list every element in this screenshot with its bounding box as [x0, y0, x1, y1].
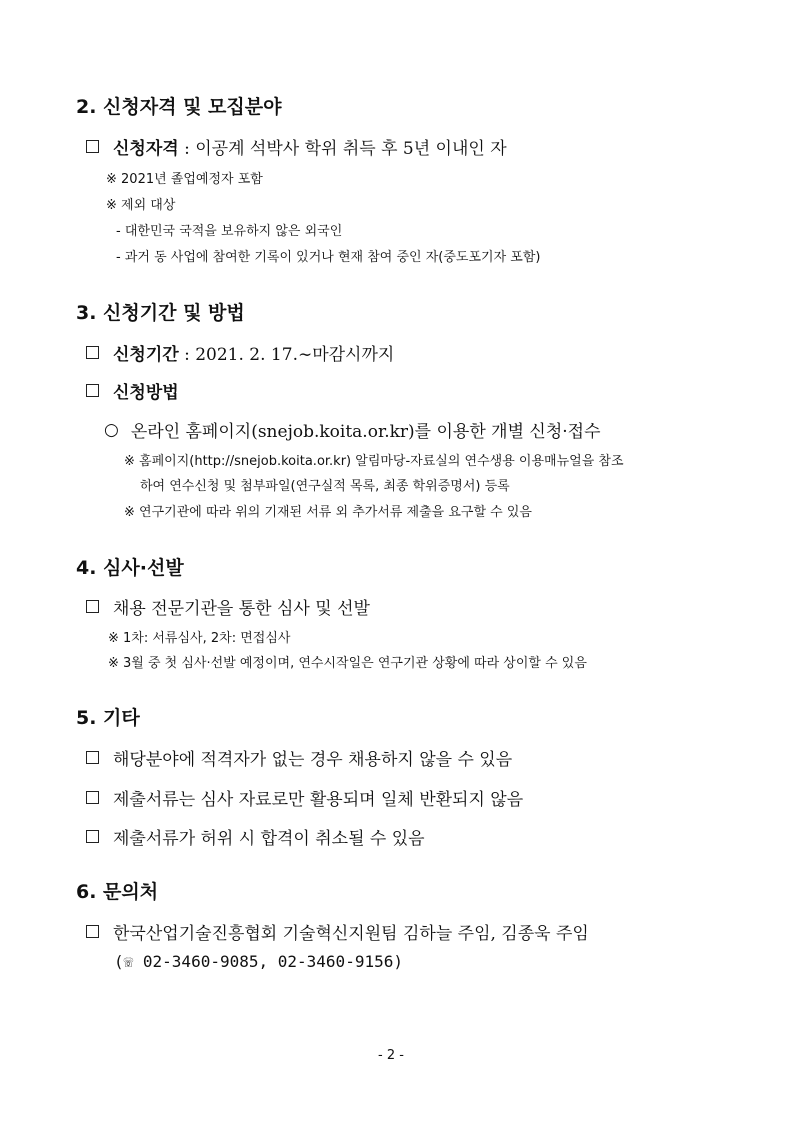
section-3-note-2: ※ 연구기관에 따라 위의 기재된 서류 외 추가서류 제출을 요구할 수 있음: [124, 505, 532, 520]
section-5-item-2-text: 제출서류는 심사 자료로만 활용되며 일체 반환되지 않음: [113, 790, 524, 810]
period-label: 신청기간: [113, 345, 179, 365]
section-4-item-text: 채용 전문기관을 통한 심사 및 선발: [113, 599, 370, 619]
section-2-title: 2. 신청자격 및 모집분야: [76, 96, 282, 118]
checkbox-icon: [86, 925, 99, 938]
section-3-title: 3. 신청기간 및 방법: [76, 302, 245, 324]
section-3-note-1-line-2: 하여 연수신청 및 첨부파일(연구실적 목록, 최종 학위증명서) 등록: [140, 479, 510, 494]
checkbox-icon: [86, 384, 99, 397]
section-6-item: [86, 919, 589, 944]
section-3-online: [104, 417, 601, 442]
checkbox-icon: [86, 140, 99, 153]
checkbox-icon: [86, 600, 99, 613]
section-2-note-2: ※ 제외 대상: [106, 198, 176, 213]
section-5-item-1-text: 해당분야에 적격자가 없는 경우 채용하지 않을 수 있음: [113, 750, 513, 770]
checkbox-icon: [86, 791, 99, 804]
section-2-item-eligibility: [86, 134, 507, 159]
section-5-item-1: [86, 745, 512, 770]
method-label: 신청방법: [113, 383, 179, 403]
circle-bullet-icon: ○: [104, 419, 119, 440]
checkbox-icon: [86, 830, 99, 843]
section-6-item-text: 한국산업기술진흥협회 기술혁신지원팀 김하늘 주임, 김종욱 주임: [113, 924, 589, 944]
section-5-title: 5. 기타: [76, 707, 140, 729]
page-number: - 2 -: [378, 1048, 404, 1063]
section-5-item-3-text: 제출서류가 허위 시 합격이 취소될 수 있음: [113, 829, 425, 849]
contact-phone: (☏ 02-3460-9085, 02-3460-9156): [114, 952, 403, 971]
section-2-dash-1: - 대한민국 국적을 보유하지 않은 외국인: [116, 224, 343, 239]
section-4-title: 4. 심사·선발: [76, 557, 184, 579]
section-5-item-3: [86, 824, 425, 849]
checkbox-icon: [86, 346, 99, 359]
section-5-item-2: [86, 785, 523, 810]
section-3-note-1-line-1: ※ 홈페이지(http://snejob.koita.or.kr) 알림마당-자료실의 연수생용 이용매뉴얼을 참조: [124, 454, 624, 469]
section-2-note-1: ※ 2021년 졸업예정자 포함: [106, 172, 263, 187]
section-6-title: 6. 문의처: [76, 881, 159, 903]
online-text: 온라인 홈페이지(snejob.koita.or.kr)를 이용한 개별 신청·접수: [130, 422, 601, 442]
period-text: : 2021. 2. 17.∼마감시까지: [178, 345, 395, 365]
eligibility-text: : 이공계 석박사 학위 취득 후 5년 이내인 자: [178, 139, 507, 159]
eligibility-label: 신청자격: [113, 139, 179, 159]
checkbox-icon: [86, 751, 99, 764]
section-2-dash-2: - 과거 동 사업에 참여한 기록이 있거나 현재 참여 중인 자(중도포기자 포함): [116, 250, 541, 265]
section-3-item-period: [86, 340, 394, 365]
section-4-note-2: ※ 3월 중 첫 심사·선발 예정이며, 연수시작일은 연구기관 상황에 따라 상이할 수 있음: [108, 656, 587, 671]
section-4-note-1: ※ 1차: 서류심사, 2차: 면접심사: [108, 631, 291, 646]
section-4-item: [86, 594, 370, 619]
section-3-item-method: [86, 378, 179, 403]
